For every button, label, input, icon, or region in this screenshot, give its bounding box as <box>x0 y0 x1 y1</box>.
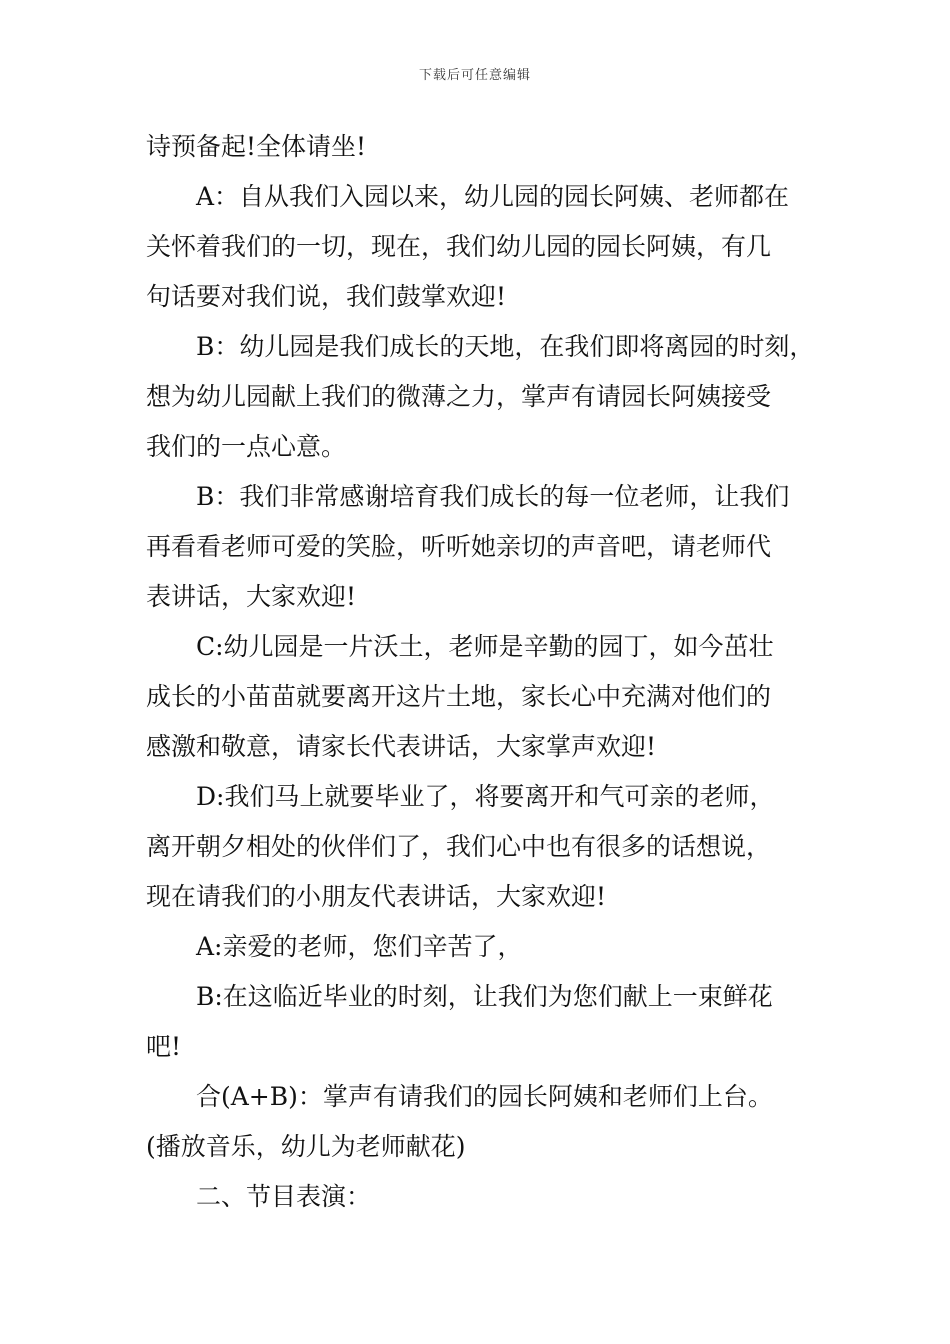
text-line: 感激和敬意，请家长代表讲话，大家掌声欢迎! <box>146 732 657 761</box>
text-line: 成长的小苗苗就要离开这片土地，家长心中充满对他们的 <box>146 682 772 711</box>
text-line: C:幼儿园是一片沃土，老师是辛勤的园丁，如今茁壮 <box>196 632 774 661</box>
text-line: B：我们非常感谢培育我们成长的每一位老师，让我们 <box>196 482 790 511</box>
text-line: 合(A+B)：掌声有请我们的园长阿姨和老师们上台。 <box>196 1082 773 1111</box>
text-line: (播放音乐，幼儿为老师献花) <box>146 1132 466 1161</box>
text-line: 关怀着我们的一切，现在，我们幼儿园的园长阿姨，有几 <box>146 232 772 261</box>
text-line: 我们的一点心意。 <box>146 432 347 461</box>
text-line: 现在请我们的小朋友代表讲话，大家欢迎! <box>146 882 607 911</box>
text-line: 离开朝夕相处的伙伴们了，我们心中也有很多的话想说， <box>146 832 772 861</box>
text-line: 诗预备起!全体请坐! <box>146 132 367 161</box>
page-header: 下载后可任意编辑 <box>418 68 531 83</box>
text-line: 句话要对我们说，我们鼓掌欢迎! <box>146 282 507 311</box>
text-line: 表讲话，大家欢迎! <box>146 582 357 611</box>
text-line: A：自从我们入园以来，幼儿园的园长阿姨、老师都在 <box>196 182 790 211</box>
text-line: 吧! <box>146 1032 182 1061</box>
text-line: 再看看老师可爱的笑脸，听听她亲切的声音吧，请老师代 <box>146 532 772 561</box>
text-line: B：幼儿园是我们成长的天地，在我们即将离园的时刻， <box>196 332 815 361</box>
text-line: 想为幼儿园献上我们的微薄之力，掌声有请园长阿姨接受 <box>146 382 772 411</box>
text-line: B:在这临近毕业的时刻，让我们为您们献上一束鲜花 <box>196 982 773 1011</box>
text-line: A:亲爱的老师，您们辛苦了， <box>196 932 523 961</box>
text-line: 二、节目表演： <box>196 1182 372 1211</box>
document-body <box>146 122 818 1222</box>
text-line: D:我们马上就要毕业了，将要离开和气可亲的老师， <box>196 782 775 811</box>
